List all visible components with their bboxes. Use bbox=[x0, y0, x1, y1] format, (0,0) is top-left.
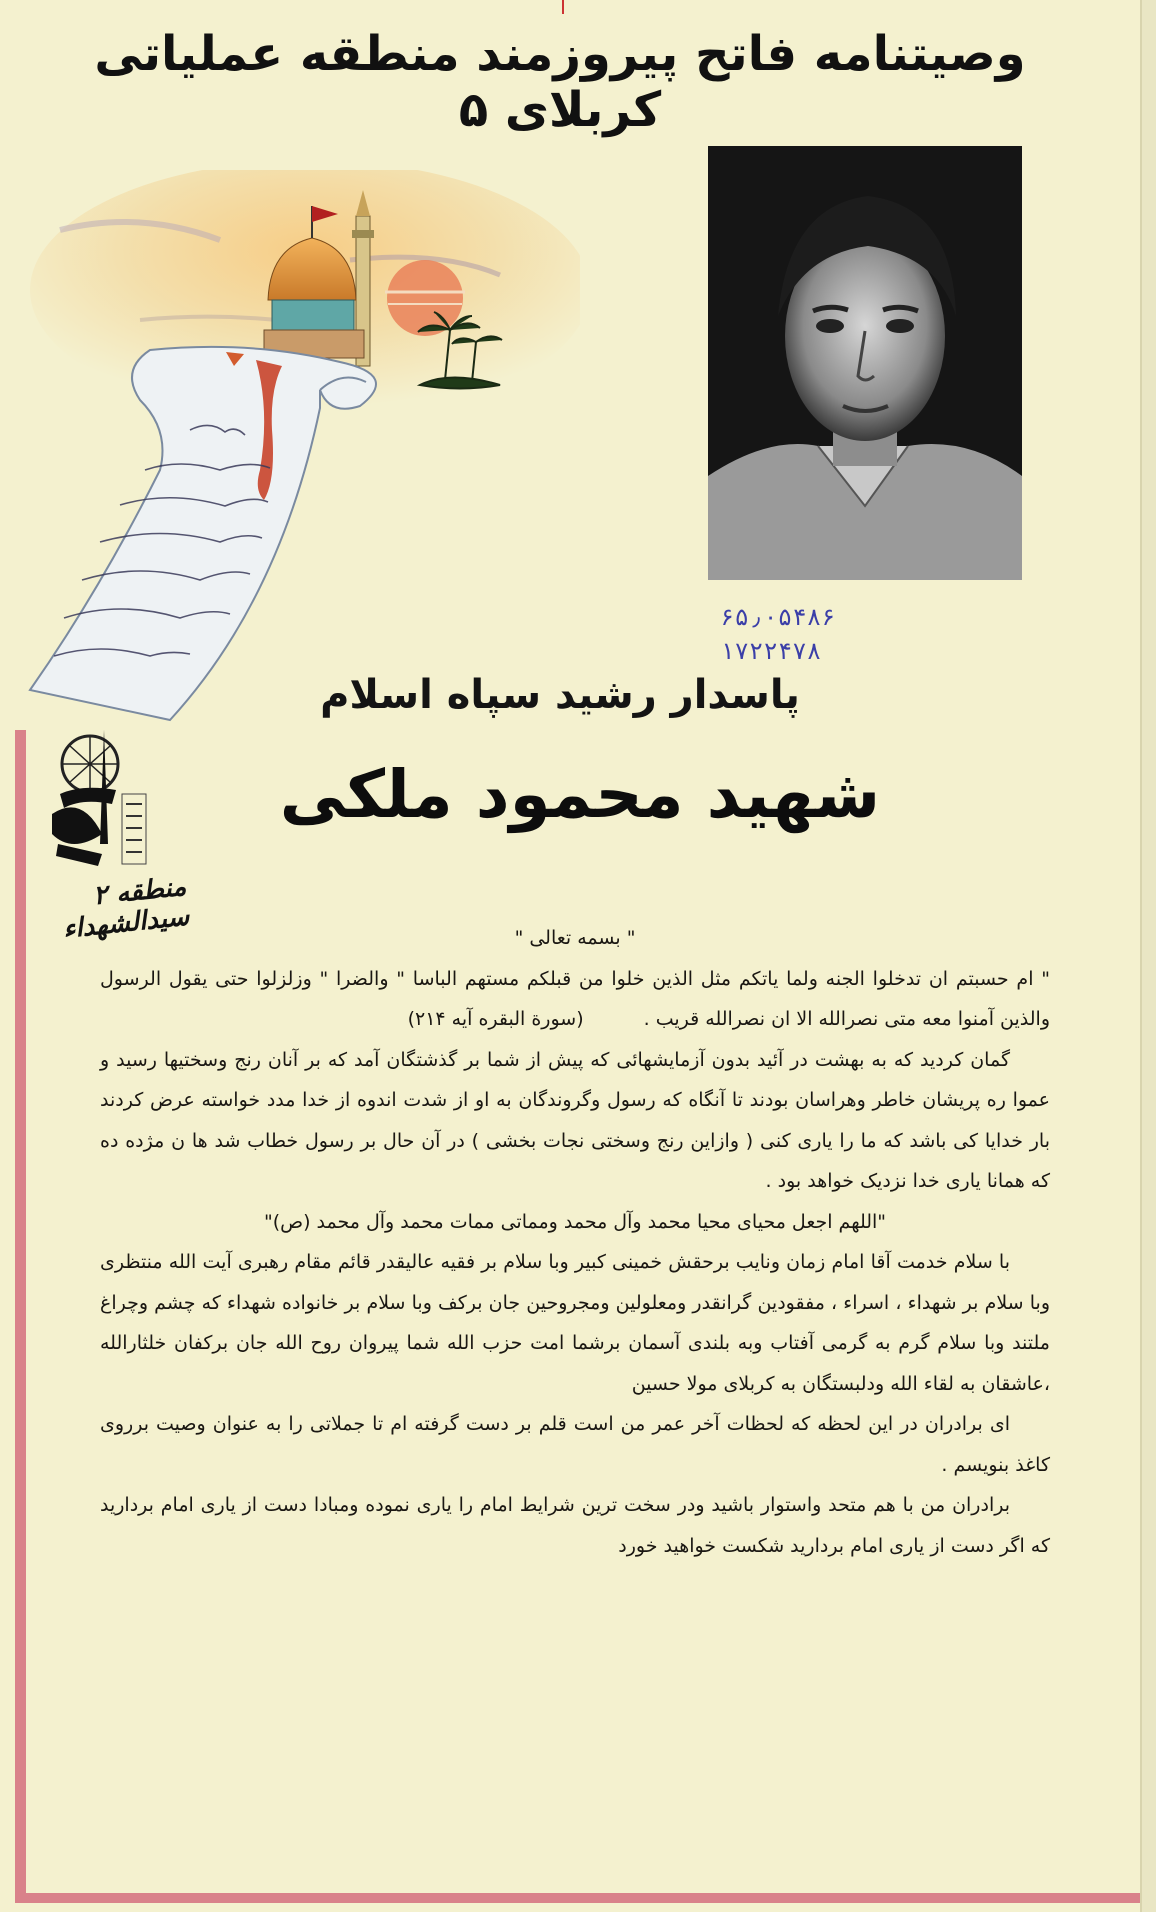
paragraph-3: ای برادران در این لحظه که لحظات آخر عمر من است قلم بر دست گرفته ام تا جملاتی را به عنوان وصیت برروی کاغذ بنویسم . bbox=[100, 1413, 1050, 1476]
top-tick-mark bbox=[562, 0, 564, 14]
handwritten-number-1: ۶۵٫۰۵۴۸۶ bbox=[720, 603, 836, 631]
red-frame-left bbox=[15, 730, 26, 1895]
handwritten-number-2: ۱۷۲۲۴۷۸ bbox=[720, 637, 822, 665]
sun bbox=[387, 260, 463, 336]
will-body bbox=[100, 918, 1050, 1566]
red-frame-bottom bbox=[15, 1893, 1140, 1903]
martyr-name: شهید محمود ملکی bbox=[279, 756, 881, 833]
document-title: وصیتنامه فاتح پیروزمند منطقه عملیاتی کربلای ۵ bbox=[94, 26, 1026, 138]
bismillah: " بسمه تعالی " bbox=[514, 927, 636, 949]
irgc-emblem bbox=[42, 724, 152, 884]
handwritten-numbers bbox=[720, 600, 880, 668]
page-edge bbox=[1140, 0, 1156, 1912]
prayer: "اللهم اجعل محیای محیا محمد وآل محمد ومماتی ممات محمد وآل محمد (ص)" bbox=[263, 1210, 887, 1233]
quran-verse-text: " ام حسبتم ان تدخلوا الجنه ولما یاتکم مثل الذین خلوا من قبلکم مستهم الباسا " والضرا " وزلزلوا حتی یقول الرسول والذین آمنوا معه متی نصرالله الا ان نصرالله قریب . bbox=[100, 967, 1050, 1030]
paragraph-1: گمان کردید که به بهشت در آئید بدون آزمایشهائی که پیش از شما بر گذشتگان آمد که بر آنان رنج وسختیها رسید و عموا ره پریشان خاطر وهراسان بودند تا آنگاه که رسول وگروندگان به او از شدت اندوه از خدا مدد خواسته عرض کردند بار خدایا کی باشد که ما را یاری کنی ( وازاین رنج وسختی نجات بخشی ) در آن حال بر رسول خطاب شد ها ن مژده ده که همانا یاری خدا نزدیک خواهد بود . bbox=[100, 1048, 1050, 1192]
shrine-scroll-illustration bbox=[20, 170, 580, 730]
region-label: منطقه ۲ سیدالشهداء bbox=[61, 871, 191, 945]
subtitle: پاسدار رشید سپاه اسلام bbox=[320, 672, 800, 718]
verse-reference: (سورة البقره آیه ۲۱۴) bbox=[407, 1008, 584, 1030]
paragraph-4: برادران من با هم متحد واستوار باشید ودر سخت ترین شرایط امام را یاری نموده ومبادا دست از یاری امام بردارید که اگر دست از یاری امام بردارید شکست خواهید خورد bbox=[100, 1494, 1050, 1557]
martyr-photo bbox=[708, 146, 1022, 580]
paragraph-2: با سلام خدمت آقا امام زمان ونایب برحقش خمینی کبیر وبا سلام بر فقیه عالیقدر قائم مقام رهبری آیت الله منتظری وبا سلام بر شهداء ، اسراء ، مفقودین گرانقدر ومعلولین ومجروحین جان برکف وبا سلام بر خانواده شهداء که چشم وچراغ ملتند وبا سلام گرم به گرمی آفتاب وبه بلندی آسمان برشما امت حزب الله شما پیروان روح الله جان برکفان خلثارالله ،عاشقان به لقاء الله ودلبستگان به کربلای مولا حسین bbox=[100, 1251, 1050, 1395]
quran-verse bbox=[100, 959, 1050, 1040]
